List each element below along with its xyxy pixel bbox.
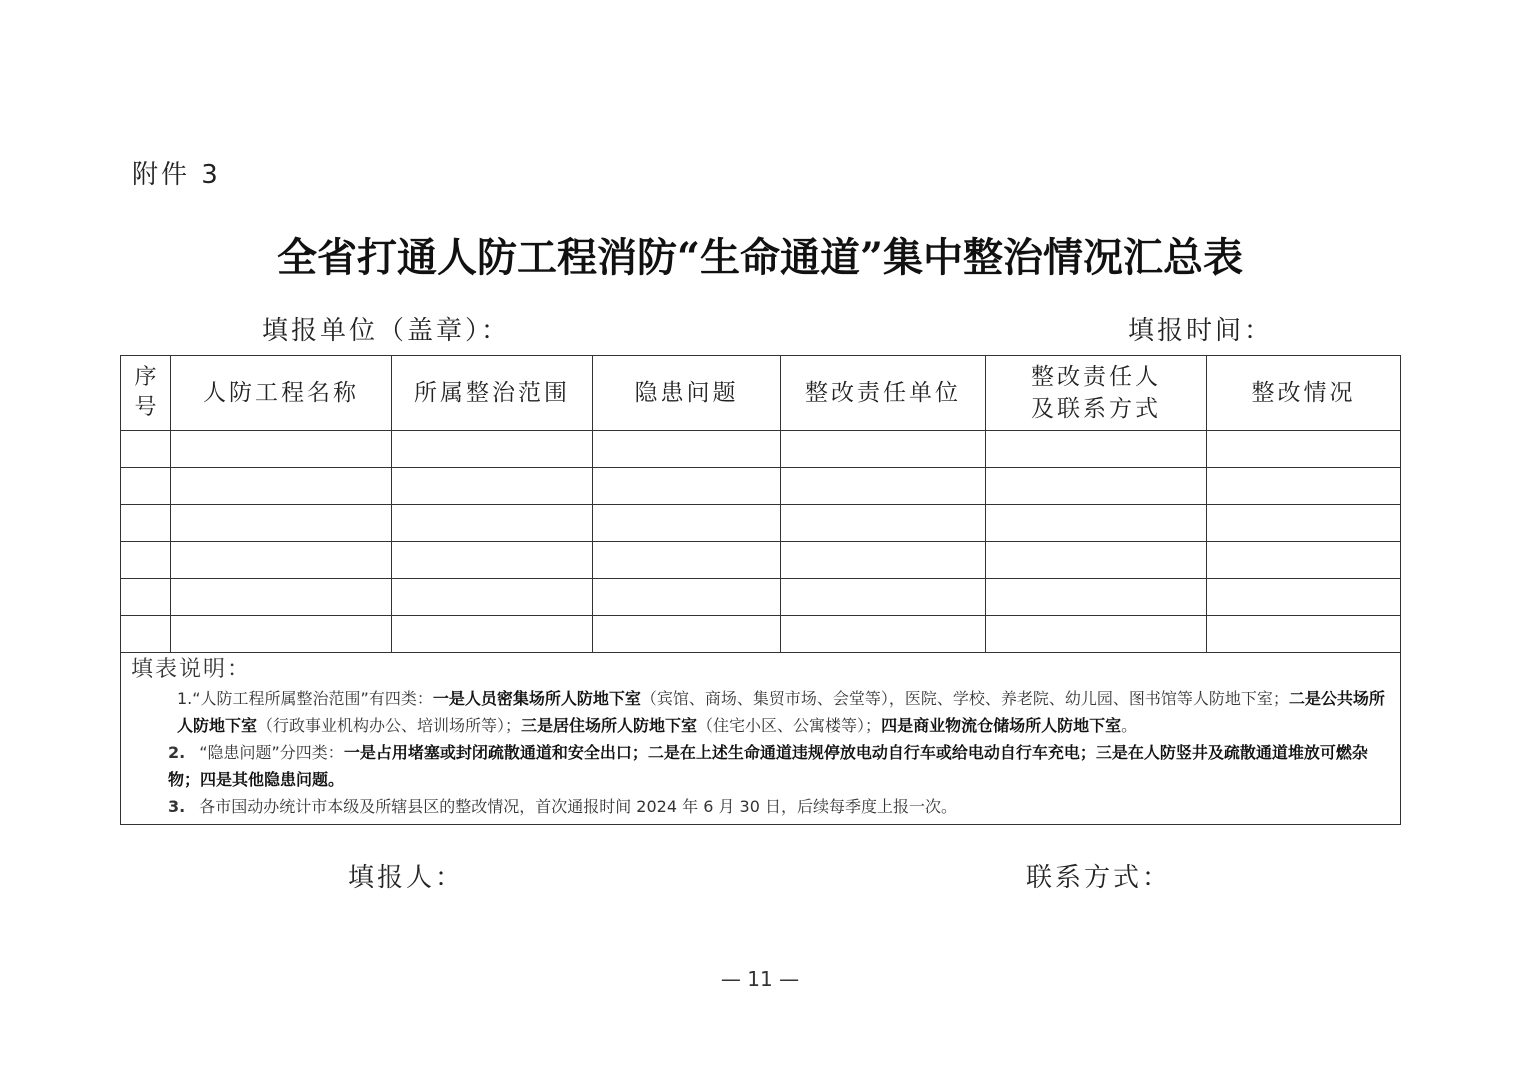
- table-cell[interactable]: [392, 579, 593, 616]
- table-cell[interactable]: [986, 579, 1207, 616]
- table-row: [121, 468, 1401, 505]
- note-1-bold-3: 三是居住场所人防地下室: [521, 716, 698, 735]
- header-responsible-person: [986, 356, 1207, 431]
- table-cell[interactable]: [1207, 431, 1401, 468]
- note-item-3: [131, 793, 1392, 820]
- table-cell[interactable]: [171, 616, 392, 653]
- note-1-prefix: 1.“人防工程所属整治范围”有四类：: [177, 689, 433, 708]
- table-cell[interactable]: [392, 505, 593, 542]
- table-cell[interactable]: [392, 542, 593, 579]
- note-2-number: 2.: [168, 743, 186, 762]
- note-1-bold-4: 四是商业物流仓储场所人防地下室: [881, 716, 1122, 735]
- table-cell[interactable]: [781, 468, 986, 505]
- header-person-line1: 整改责任人: [1031, 364, 1161, 390]
- filler-label: 填报人：: [348, 863, 465, 893]
- note-1-bold-2: 二是公共场所人防地下室: [177, 689, 1385, 735]
- contact-label: 联系方式：: [1026, 863, 1172, 893]
- table-cell[interactable]: [171, 505, 392, 542]
- table-cell[interactable]: [392, 616, 593, 653]
- table-row: [121, 431, 1401, 468]
- table-cell[interactable]: [986, 505, 1207, 542]
- table-row: [121, 579, 1401, 616]
- table-cell[interactable]: [1207, 579, 1401, 616]
- header-hazard: 隐患问题: [593, 356, 781, 431]
- table-cell[interactable]: [781, 431, 986, 468]
- table-cell[interactable]: [593, 616, 781, 653]
- note-1-text-3: （住宅小区、公寓楼等）；: [697, 716, 882, 735]
- table-cell[interactable]: [171, 431, 392, 468]
- table-header-row: [121, 356, 1401, 431]
- header-scope: 所属整治范围: [392, 356, 593, 431]
- table-cell[interactable]: [392, 431, 593, 468]
- notes-row: [121, 653, 1401, 825]
- notes-cell: [121, 653, 1401, 825]
- note-1-text-1: （宾馆、商场、集贸市场、会堂等），医院、学校、养老院、幼儿园、图书馆等人防地下室；: [640, 689, 1289, 708]
- table-cell[interactable]: [1207, 468, 1401, 505]
- table-row: [121, 616, 1401, 653]
- table-cell[interactable]: [986, 468, 1207, 505]
- table-cell[interactable]: [781, 505, 986, 542]
- note-3-body: 各市国动办统计市本级及所辖县区的整改情况，首次通报时间 2024 年 6 月 30 日，后续每季度上报一次。: [199, 797, 957, 816]
- table-cell[interactable]: [986, 542, 1207, 579]
- header-responsible-unit: 整改责任单位: [781, 356, 986, 431]
- header-person-line2: 及联系方式: [1031, 396, 1161, 422]
- table-row: [121, 505, 1401, 542]
- note-2-body: 一是占用堵塞或封闭疏散通道和安全出口；二是在上述生命通道违规停放电动自行车或给电动自行车充电；三是在人防竖井及疏散通道堆放可燃杂物；四是其他隐患问题。: [168, 743, 1368, 789]
- table-cell[interactable]: [121, 468, 171, 505]
- note-2-prefix: “隐患问题”分四类：: [199, 743, 344, 762]
- table-cell[interactable]: [1207, 505, 1401, 542]
- table-cell[interactable]: [171, 579, 392, 616]
- table-cell[interactable]: [171, 542, 392, 579]
- table-cell[interactable]: [121, 542, 171, 579]
- table-cell[interactable]: [781, 616, 986, 653]
- table-cell[interactable]: [986, 431, 1207, 468]
- summary-table: [120, 355, 1401, 825]
- reporting-unit-label: 填报单位（盖章）：: [262, 316, 511, 346]
- table-cell[interactable]: [593, 431, 781, 468]
- table-cell[interactable]: [593, 468, 781, 505]
- table-cell[interactable]: [121, 579, 171, 616]
- page-number: — 11 —: [720, 967, 800, 991]
- table-cell[interactable]: [593, 542, 781, 579]
- reporting-time-label: 填报时间：: [1128, 316, 1274, 346]
- table-cell[interactable]: [121, 505, 171, 542]
- table-cell[interactable]: [1207, 542, 1401, 579]
- table-cell[interactable]: [121, 616, 171, 653]
- note-1-bold-1: 一是人员密集场所人防地下室: [432, 689, 641, 708]
- header-seq: [121, 356, 171, 431]
- notes-title: 填表说明：: [131, 657, 252, 682]
- table-cell[interactable]: [593, 505, 781, 542]
- note-1-text-4: 。: [1121, 716, 1138, 735]
- note-item-2: [131, 739, 1392, 793]
- table-cell[interactable]: [392, 468, 593, 505]
- table-cell[interactable]: [593, 579, 781, 616]
- header-project-name: 人防工程名称: [171, 356, 392, 431]
- table-cell[interactable]: [986, 616, 1207, 653]
- table-cell[interactable]: [171, 468, 392, 505]
- table-cell[interactable]: [781, 579, 986, 616]
- note-3-number: 3.: [168, 797, 186, 816]
- header-status: 整改情况: [1207, 356, 1401, 431]
- attachment-label: 附件 3: [132, 160, 221, 190]
- note-item-1: [131, 685, 1392, 739]
- note-1-text-2: （行政事业机构办公、培训场所等）；: [257, 716, 522, 735]
- table-row: [121, 542, 1401, 579]
- header-seq-line1: 序: [134, 365, 157, 390]
- table-cell[interactable]: [781, 542, 986, 579]
- header-seq-line2: 号: [134, 395, 157, 420]
- table-cell[interactable]: [121, 431, 171, 468]
- table-cell[interactable]: [1207, 616, 1401, 653]
- document-title: 全省打通人防工程消防“生命通道”集中整治情况汇总表: [276, 234, 1243, 281]
